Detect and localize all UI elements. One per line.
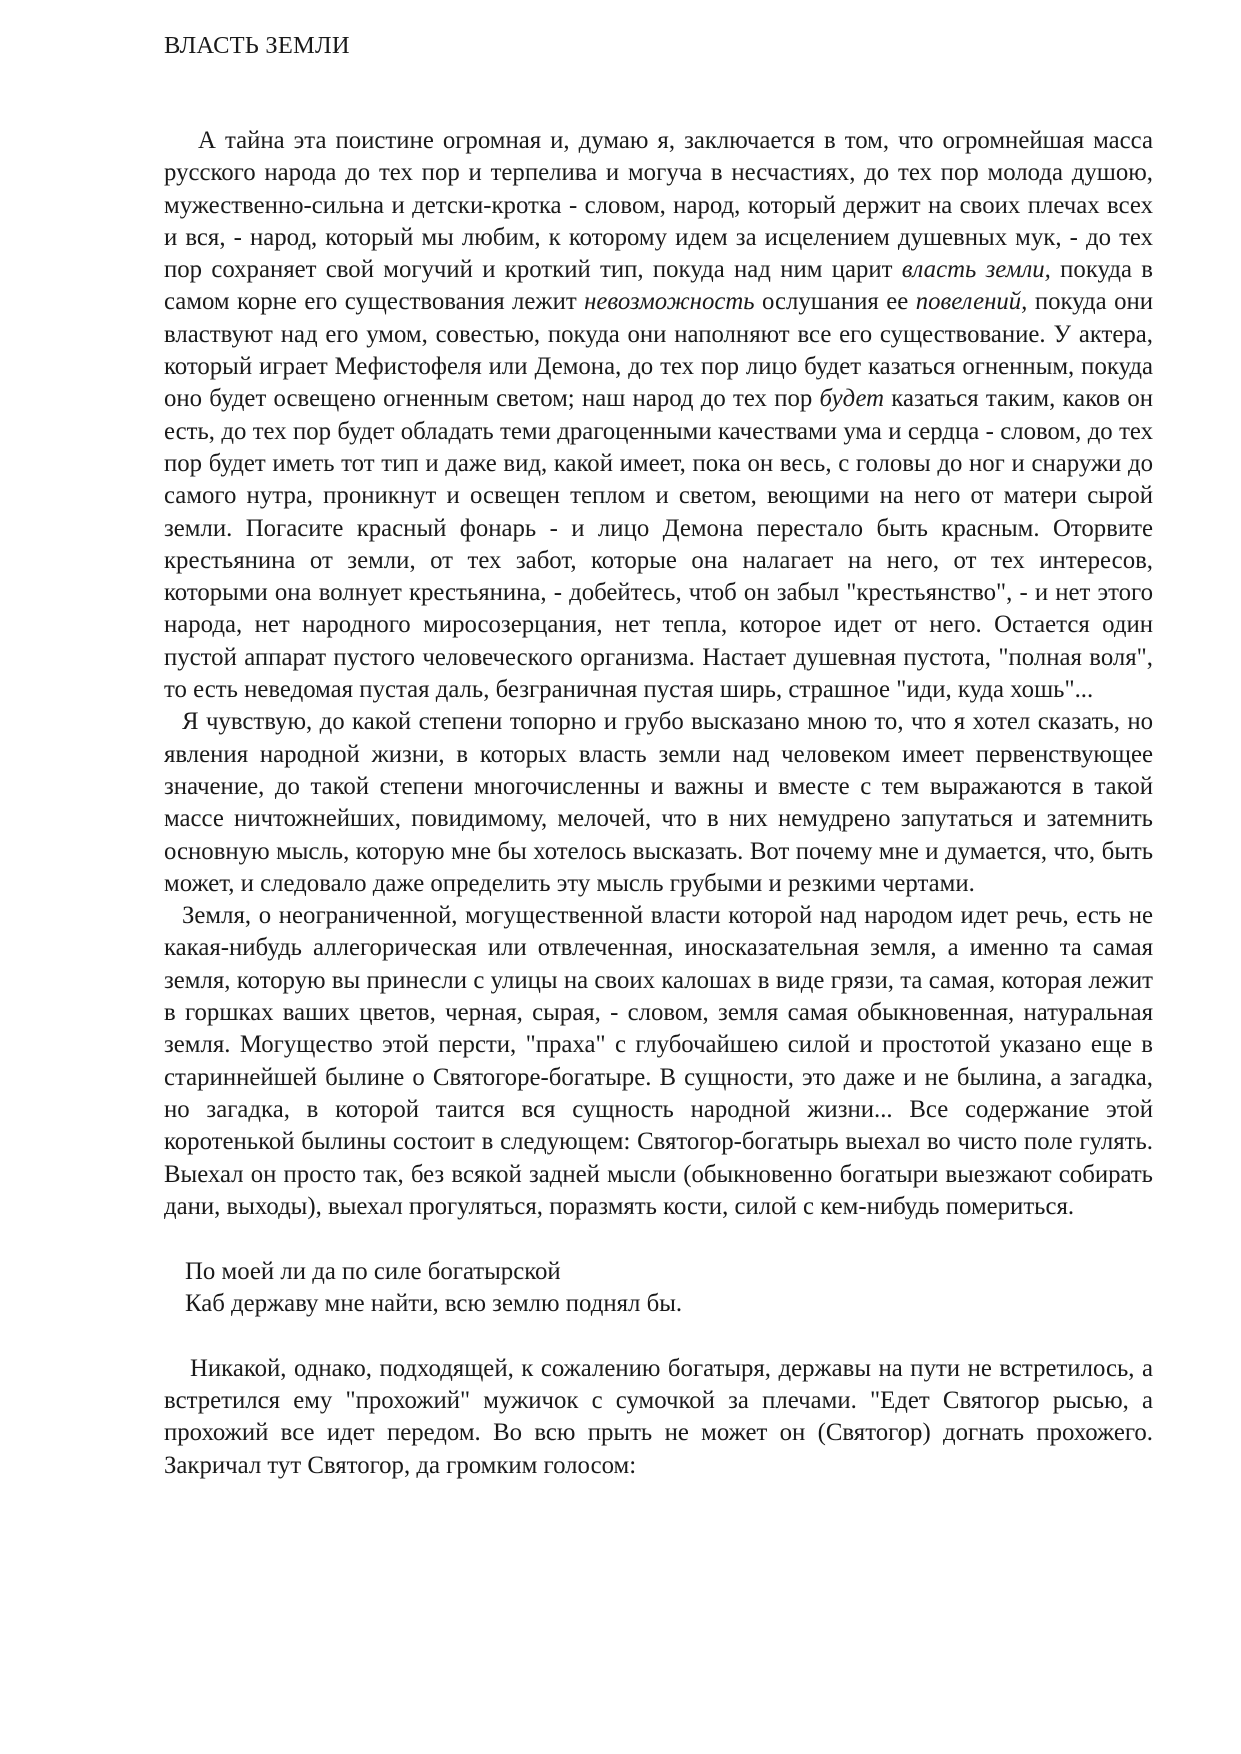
paragraph-4 (164, 1353, 1153, 1482)
italic-span: повелений, (915, 288, 1028, 316)
verse-line-2: Каб державу мне найти, всю землю поднял бы. (185, 1290, 683, 1318)
running-title: ВЛАСТЬ ЗЕМЛИ (164, 32, 350, 59)
body-text (164, 125, 1153, 1482)
text-span: ослушания ее (754, 288, 916, 316)
text-span: Я чувствую, до какой степени топорно и грубо высказано мною то, что я хотел сказать, но явления народной жизни, в которых власть земли над человеком имеет первенствующее значение, до такой степени многочисленны и важны и вместе с тем выражаются в такой массе ничтожнейших, повидимому, мелочей, что в них немудрено запутаться и затемнить основную мысль, которую мне бы хотелось высказать. Вот почему мне и думается, что, быть может, и следовало даже определить эту мысль грубыми и резкими чертами. (164, 708, 1153, 897)
italic-span: будет (819, 385, 885, 413)
verse-quote (185, 1256, 1153, 1321)
text-span: покуда в самом корне его существования лежит (164, 256, 1153, 316)
verse-line-1: По моей ли да по силе богатырской (185, 1258, 561, 1286)
text-span: Никакой, однако, подходящей, к сожалению богатыря, державы на пути не встретилось, а встретился ему "прохожий" мужичок с сумочкой за плечами. "Едет Святогор рысью, а прохожий все идет передом. Во всю прыть не может он (Святогор) догнать прохожего. Закричал тут Святогор, да громким голосом: (164, 1354, 1153, 1479)
italic-span: власть земли, (901, 256, 1051, 284)
text-span: А тайна эта поистине огромная и, думаю я, заключается в том, что огромнейшая масса русского народа до тех пор и терпелива и могуча в несчастиях, до тех пор молода душою, мужественно-сильна и детски-кротка - словом, народ, который держит на своих плечах всех и вся, - народ, который мы любим, к которому идем за исцелением душевных мук, - до тех пор сохраняет свой могучий и кроткий тип, покуда над ним царит (164, 127, 1153, 284)
paragraph-3 (164, 900, 1153, 1223)
text-span: казаться таким, каков он есть, до тех пор будет обладать теми драгоценными качествами ума и сердца - словом, до тех пор будет иметь тот тип и даже вид, какой имеет, пока он весь, с головы до ног и снаружи до самого нутра, проникнут и освещен теплом и светом, веющими на него от матери сырой земли. Погасите красный фонарь - и лицо Демона перестало быть красным. Оторвите крестьянина от земли, от тех забот, которые она налагает на него, от тех интересов, которыми она волнует крестьянина, - добейтесь, чтоб он забыл "крестьянство", - и нет этого народа, нет народного миросозерцания, нет тепла, которое идет от него. Остается один пустой аппарат пустого человеческого организма. Настает душевная пустота, "полная воля", то есть неведомая пустая даль, безграничная пустая ширь, страшное "иди, куда хошь"... (164, 385, 1153, 704)
text-span: покуда они властвуют над его умом, совестью, покуда они наполняют все его существование. У актера, который играет Мефистофеля или Демона, до тех пор лицо будет казаться огненным, покуда оно будет освещено огненным светом; наш народ до тех пор (164, 288, 1154, 413)
paragraph-2 (164, 706, 1153, 900)
italic-span: невозможность (584, 288, 755, 316)
text-span: Земля, о неограниченной, могущественной власти которой над народом идет речь, есть не какая-нибудь аллегорическая или отвлеченная, иносказательная земля, а именно та самая земля, которую вы принесли с улицы на своих калошах в виде грязи, та самая, которая лежит в горшках ваших цветов, черная, сырая, - словом, земля самая обыкновенная, натуральная земля. Могущество этой персти, "праха" с глубочайшею силой и простотой указано еще в стариннейшей былине о Святогоре-богатыре. В сущности, это даже и не былина, а загадка, но загадка, в которой таится вся сущность народной жизни... Все содержание этой коротенькой былины состоит в следующем: Святогор-богатырь выехал во чисто поле гулять. Выехал он просто так, без всякой задней мысли (обыкновенно богатыри выезжают собирать дани, выходы), выехал прогуляться, поразмять кости, силой с кем-нибудь помериться. (164, 902, 1153, 1220)
paragraph-1 (164, 125, 1153, 706)
